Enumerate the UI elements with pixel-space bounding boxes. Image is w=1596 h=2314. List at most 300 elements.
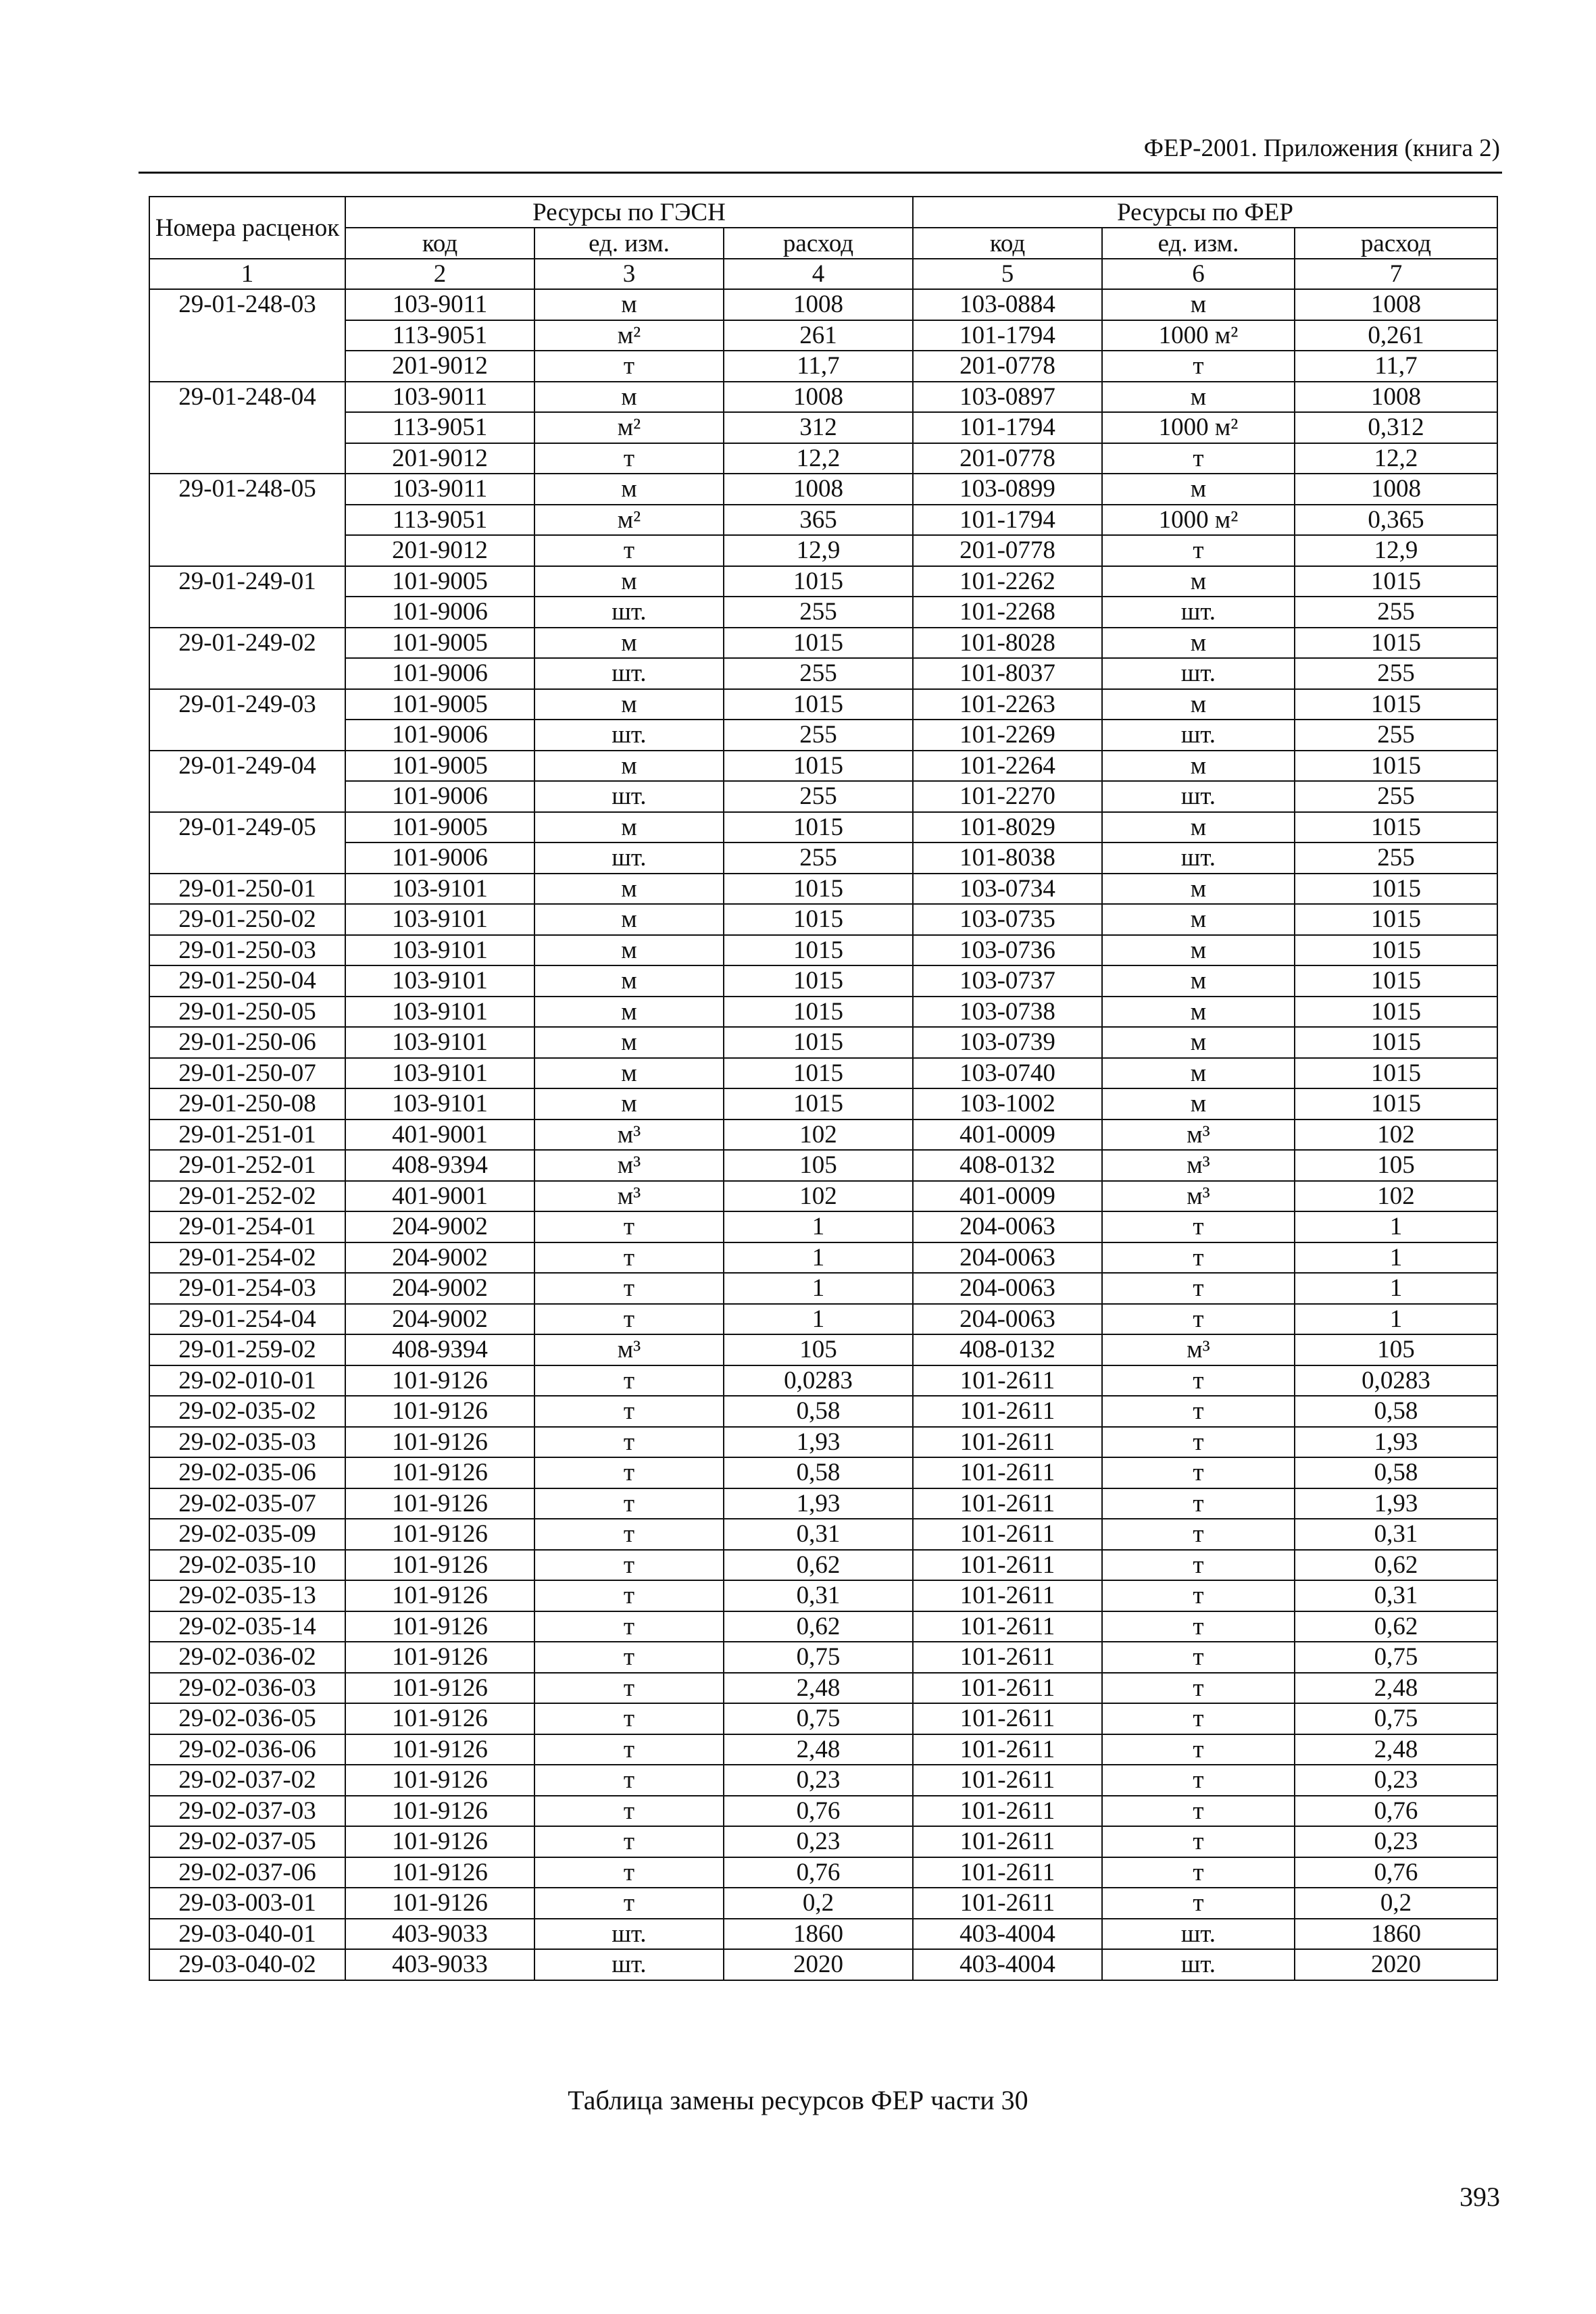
gesn-quantity-cell: 0,2 [724,1888,913,1919]
table-row [149,566,1497,597]
fer-quantity-cell: 1015 [1295,965,1497,997]
gesn-quantity-cell: 1015 [724,689,913,720]
fer-unit-cell: т [1102,1304,1295,1335]
fer-unit-cell: м [1102,997,1295,1028]
gesn-quantity-cell: 1015 [724,874,913,905]
gesn-unit-cell: т [534,1365,724,1397]
table-row [149,597,1497,628]
rate-number-cell: 29-02-037-05 [149,1826,345,1857]
gesn-quantity-cell: 1015 [724,904,913,935]
gesn-code-cell: 101-9126 [345,1550,534,1581]
fer-code-cell: 408-0132 [913,1334,1102,1365]
fer-unit-cell: шт. [1102,1919,1295,1950]
column-number: 7 [1295,259,1497,289]
table-row [149,1611,1497,1642]
header-gesn-resources: Ресурсы по ГЭСН [345,197,913,228]
gesn-quantity-cell: 0,62 [724,1611,913,1642]
fer-quantity-cell: 0,2 [1295,1888,1497,1919]
fer-unit-cell: м [1102,628,1295,659]
fer-code-cell: 103-0738 [913,997,1102,1028]
rate-number-cell: 29-02-035-06 [149,1457,345,1488]
table-row [149,1120,1497,1151]
rate-number-cell: 29-01-251-01 [149,1120,345,1151]
table-row [149,720,1497,751]
gesn-unit-cell: т [534,1427,724,1458]
fer-quantity-cell: 11,7 [1295,351,1497,382]
table-caption: Таблица замены ресурсов ФЕР части 30 [568,2085,1028,2115]
fer-unit-cell: т [1102,1826,1295,1857]
table-row [149,874,1497,905]
fer-code-cell: 201-0778 [913,535,1102,566]
gesn-unit-cell: т [534,1611,724,1642]
fer-code-cell: 401-0009 [913,1181,1102,1212]
fer-unit-cell: м [1102,689,1295,720]
fer-code-cell: 101-2611 [913,1396,1102,1427]
gesn-unit-cell: шт. [534,781,724,812]
gesn-code-cell: 408-9394 [345,1334,534,1365]
gesn-quantity-cell: 0,76 [724,1796,913,1827]
table-row [149,443,1497,474]
fer-quantity-cell: 105 [1295,1150,1497,1181]
table-row [149,1919,1497,1950]
table-row [149,812,1497,843]
gesn-code-cell: 103-9011 [345,382,534,413]
table-row [149,1457,1497,1488]
fer-code-cell: 101-2611 [913,1734,1102,1765]
fer-code-cell: 101-2611 [913,1580,1102,1611]
table-row [149,689,1497,720]
gesn-quantity-cell: 1860 [724,1919,913,1950]
rate-number-cell [149,320,345,351]
rate-number-cell: 29-01-259-02 [149,1334,345,1365]
fer-quantity-cell: 1008 [1295,382,1497,413]
header-fer-unit: ед. изм. [1102,228,1295,259]
gesn-unit-cell: м [534,812,724,843]
gesn-unit-cell: м³ [534,1150,724,1181]
rate-number-cell: 29-01-250-01 [149,874,345,905]
gesn-quantity-cell: 1008 [724,382,913,413]
table-row [149,1673,1497,1704]
gesn-unit-cell: м³ [534,1181,724,1212]
table-row [149,1150,1497,1181]
gesn-unit-cell: шт. [534,597,724,628]
fer-quantity-cell: 255 [1295,720,1497,751]
gesn-unit-cell: т [534,1673,724,1704]
gesn-code-cell: 103-9101 [345,1088,534,1120]
fer-quantity-cell: 0,365 [1295,505,1497,536]
header-gesn-code: код [345,228,534,259]
table-row [149,1888,1497,1919]
gesn-unit-cell: м [534,1027,724,1058]
gesn-code-cell: 101-9005 [345,812,534,843]
gesn-unit-cell: м [534,474,724,505]
fer-quantity-cell: 1015 [1295,935,1497,966]
gesn-unit-cell: м [534,965,724,997]
gesn-code-cell: 103-9101 [345,904,534,935]
gesn-code-cell: 103-9101 [345,965,534,997]
gesn-code-cell: 103-9101 [345,935,534,966]
fer-unit-cell: т [1102,1457,1295,1488]
column-number: 1 [149,259,345,289]
fer-unit-cell: шт. [1102,1949,1295,1980]
fer-code-cell: 201-0778 [913,443,1102,474]
fer-code-cell: 103-0736 [913,935,1102,966]
fer-unit-cell: 1000 м² [1102,320,1295,351]
fer-unit-cell: шт. [1102,842,1295,874]
rate-number-cell: 29-02-035-09 [149,1519,345,1550]
rate-number-cell: 29-01-252-01 [149,1150,345,1181]
gesn-unit-cell: м [534,751,724,782]
fer-quantity-cell: 1015 [1295,566,1497,597]
fer-unit-cell: 1000 м² [1102,505,1295,536]
fer-code-cell: 101-2611 [913,1457,1102,1488]
fer-code-cell: 204-0063 [913,1211,1102,1242]
gesn-code-cell: 101-9126 [345,1857,534,1888]
gesn-quantity-cell: 1015 [724,812,913,843]
table-row [149,1181,1497,1212]
rate-number-cell: 29-02-036-05 [149,1703,345,1734]
fer-code-cell: 101-8029 [913,812,1102,843]
gesn-code-cell: 403-9033 [345,1949,534,1980]
gesn-quantity-cell: 0,23 [724,1826,913,1857]
gesn-code-cell: 101-9126 [345,1365,534,1397]
fer-unit-cell: т [1102,1211,1295,1242]
gesn-quantity-cell: 1015 [724,751,913,782]
fer-code-cell: 101-2268 [913,597,1102,628]
fer-unit-cell: т [1102,1734,1295,1765]
fer-quantity-cell: 255 [1295,658,1497,689]
gesn-unit-cell: шт. [534,1949,724,1980]
fer-code-cell: 101-2611 [913,1765,1102,1796]
fer-unit-cell: т [1102,1488,1295,1519]
gesn-unit-cell: м [534,628,724,659]
rate-number-cell: 29-02-036-03 [149,1673,345,1704]
table-row [149,412,1497,443]
gesn-quantity-cell: 2020 [724,1949,913,1980]
gesn-unit-cell: т [534,443,724,474]
table-row [149,382,1497,413]
rate-number-cell: 29-02-037-06 [149,1857,345,1888]
fer-quantity-cell: 1,93 [1295,1427,1497,1458]
gesn-unit-cell: т [534,1457,724,1488]
gesn-unit-cell: т [534,351,724,382]
table-row [149,997,1497,1028]
gesn-unit-cell: т [534,1550,724,1581]
rate-number-cell: 29-01-250-02 [149,904,345,935]
gesn-unit-cell: м³ [534,1334,724,1365]
fer-code-cell: 103-0884 [913,289,1102,320]
gesn-code-cell: 101-9006 [345,720,534,751]
table-row [149,965,1497,997]
gesn-quantity-cell: 0,58 [724,1396,913,1427]
fer-code-cell: 408-0132 [913,1150,1102,1181]
gesn-code-cell: 103-9101 [345,1058,534,1089]
gesn-code-cell: 103-9101 [345,1027,534,1058]
fer-unit-cell: т [1102,1765,1295,1796]
gesn-code-cell: 201-9012 [345,535,534,566]
header-gesn-unit: ед. изм. [534,228,724,259]
table-row [149,535,1497,566]
fer-quantity-cell: 12,9 [1295,535,1497,566]
fer-quantity-cell: 1,93 [1295,1488,1497,1519]
fer-quantity-cell: 0,58 [1295,1457,1497,1488]
gesn-code-cell: 113-9051 [345,412,534,443]
fer-code-cell: 101-2611 [913,1888,1102,1919]
gesn-unit-cell: шт. [534,842,724,874]
fer-code-cell: 103-0899 [913,474,1102,505]
fer-code-cell: 204-0063 [913,1273,1102,1304]
table-row [149,781,1497,812]
gesn-quantity-cell: 12,2 [724,443,913,474]
fer-quantity-cell: 0,23 [1295,1826,1497,1857]
gesn-code-cell: 204-9002 [345,1273,534,1304]
fer-code-cell: 101-2264 [913,751,1102,782]
gesn-unit-cell: т [534,1519,724,1550]
column-number: 4 [724,259,913,289]
rate-number-cell: 29-01-254-02 [149,1242,345,1274]
gesn-code-cell: 101-9006 [345,842,534,874]
fer-quantity-cell: 1008 [1295,289,1497,320]
rate-number-cell [149,412,345,443]
fer-unit-cell: т [1102,1796,1295,1827]
rate-number-cell [149,535,345,566]
fer-quantity-cell: 0,75 [1295,1703,1497,1734]
fer-unit-cell: м [1102,965,1295,997]
table-row [149,505,1497,536]
gesn-unit-cell: м [534,1058,724,1089]
fer-unit-cell: т [1102,1611,1295,1642]
gesn-code-cell: 101-9126 [345,1611,534,1642]
rate-number-cell: 29-01-248-03 [149,289,345,320]
gesn-unit-cell: т [534,535,724,566]
table-row [149,751,1497,782]
fer-quantity-cell: 1015 [1295,1027,1497,1058]
header-rule [139,172,1502,174]
fer-unit-cell: м³ [1102,1181,1295,1212]
fer-code-cell: 101-2611 [913,1796,1102,1827]
gesn-quantity-cell: 365 [724,505,913,536]
gesn-unit-cell: т [534,1211,724,1242]
gesn-quantity-cell: 0,23 [724,1765,913,1796]
gesn-code-cell: 101-9126 [345,1457,534,1488]
gesn-code-cell: 101-9005 [345,689,534,720]
fer-quantity-cell: 1 [1295,1242,1497,1274]
fer-quantity-cell: 1015 [1295,874,1497,905]
gesn-quantity-cell: 102 [724,1120,913,1151]
fer-quantity-cell: 0,62 [1295,1611,1497,1642]
gesn-quantity-cell: 312 [724,412,913,443]
table-row [149,1027,1497,1058]
fer-code-cell: 101-2263 [913,689,1102,720]
table-row [149,1058,1497,1089]
gesn-unit-cell: м² [534,505,724,536]
fer-unit-cell: шт. [1102,597,1295,628]
gesn-quantity-cell: 261 [724,320,913,351]
header-fer-resources: Ресурсы по ФЕР [913,197,1497,228]
gesn-quantity-cell: 1015 [724,566,913,597]
fer-unit-cell: т [1102,1703,1295,1734]
fer-unit-cell: м [1102,874,1295,905]
gesn-quantity-cell: 105 [724,1334,913,1365]
rate-number-cell [149,658,345,689]
gesn-unit-cell: м [534,904,724,935]
fer-unit-cell: т [1102,443,1295,474]
rate-number-cell: 29-02-035-14 [149,1611,345,1642]
fer-unit-cell: м³ [1102,1334,1295,1365]
gesn-code-cell: 101-9006 [345,781,534,812]
fer-quantity-cell: 1015 [1295,1058,1497,1089]
fer-unit-cell: т [1102,1580,1295,1611]
table-row [149,1949,1497,1980]
fer-code-cell: 403-4004 [913,1949,1102,1980]
fer-quantity-cell: 1015 [1295,1088,1497,1120]
fer-code-cell: 101-2611 [913,1857,1102,1888]
fer-unit-cell: т [1102,1888,1295,1919]
gesn-code-cell: 103-9011 [345,289,534,320]
gesn-code-cell: 101-9126 [345,1703,534,1734]
fer-quantity-cell: 1 [1295,1211,1497,1242]
gesn-quantity-cell: 1015 [724,1088,913,1120]
fer-unit-cell: т [1102,1365,1295,1397]
gesn-quantity-cell: 0,62 [724,1550,913,1581]
rate-number-cell: 29-02-035-13 [149,1580,345,1611]
gesn-quantity-cell: 255 [724,720,913,751]
table-row [149,1334,1497,1365]
fer-code-cell: 103-0897 [913,382,1102,413]
table-row [149,474,1497,505]
fer-code-cell: 101-2611 [913,1611,1102,1642]
fer-unit-cell: шт. [1102,720,1295,751]
fer-code-cell: 103-0740 [913,1058,1102,1089]
rate-number-cell [149,505,345,536]
table-row [149,1550,1497,1581]
gesn-quantity-cell: 255 [724,597,913,628]
fer-unit-cell: м [1102,474,1295,505]
fer-unit-cell: шт. [1102,781,1295,812]
fer-code-cell: 403-4004 [913,1919,1102,1950]
gesn-quantity-cell: 1,93 [724,1488,913,1519]
table-row [149,658,1497,689]
gesn-quantity-cell: 1015 [724,1027,913,1058]
fer-unit-cell: м [1102,812,1295,843]
rate-number-cell: 29-01-248-04 [149,382,345,413]
gesn-quantity-cell: 12,9 [724,535,913,566]
table-row [149,320,1497,351]
gesn-unit-cell: м [534,689,724,720]
gesn-unit-cell: м [534,935,724,966]
gesn-quantity-cell: 105 [724,1150,913,1181]
rate-number-cell [149,842,345,874]
rate-number-cell: 29-02-036-06 [149,1734,345,1765]
fer-unit-cell: т [1102,1550,1295,1581]
fer-quantity-cell: 102 [1295,1181,1497,1212]
rate-number-cell: 29-01-250-06 [149,1027,345,1058]
gesn-unit-cell: т [534,1304,724,1335]
header-fer-quantity: расход [1295,228,1497,259]
table-row [149,904,1497,935]
column-number: 2 [345,259,534,289]
column-number: 6 [1102,259,1295,289]
table-row [149,1857,1497,1888]
table-row [149,1365,1497,1397]
fer-code-cell: 101-2611 [913,1550,1102,1581]
fer-code-cell: 103-0737 [913,965,1102,997]
gesn-quantity-cell: 1015 [724,965,913,997]
table-row [149,935,1497,966]
gesn-quantity-cell: 0,76 [724,1857,913,1888]
fer-quantity-cell: 255 [1295,842,1497,874]
rate-number-cell: 29-01-250-05 [149,997,345,1028]
gesn-unit-cell: м² [534,412,724,443]
fer-quantity-cell: 0,261 [1295,320,1497,351]
gesn-quantity-cell: 1008 [724,289,913,320]
table-row [149,289,1497,320]
table-row [149,1580,1497,1611]
fer-code-cell: 101-2611 [913,1703,1102,1734]
gesn-code-cell: 101-9126 [345,1642,534,1673]
fer-code-cell: 201-0778 [913,351,1102,382]
fer-quantity-cell: 1 [1295,1273,1497,1304]
fer-code-cell: 101-2611 [913,1826,1102,1857]
fer-quantity-cell: 0,76 [1295,1857,1497,1888]
gesn-code-cell: 101-9006 [345,597,534,628]
rate-number-cell: 29-01-250-07 [149,1058,345,1089]
fer-unit-cell: 1000 м² [1102,412,1295,443]
gesn-quantity-cell: 11,7 [724,351,913,382]
rate-number-cell: 29-01-249-05 [149,812,345,843]
fer-unit-cell: т [1102,1242,1295,1274]
fer-quantity-cell: 0,75 [1295,1642,1497,1673]
table-row [149,1765,1497,1796]
gesn-code-cell: 101-9005 [345,628,534,659]
table-row [149,1826,1497,1857]
rate-number-cell: 29-02-035-10 [149,1550,345,1581]
rate-number-cell [149,351,345,382]
table-row [149,1427,1497,1458]
fer-unit-cell: м [1102,1088,1295,1120]
gesn-code-cell: 103-9101 [345,997,534,1028]
gesn-code-cell: 101-9126 [345,1427,534,1458]
rate-number-cell: 29-03-040-01 [149,1919,345,1950]
header-gesn-quantity: расход [724,228,913,259]
gesn-unit-cell: м [534,566,724,597]
gesn-quantity-cell: 0,31 [724,1519,913,1550]
gesn-code-cell: 408-9394 [345,1150,534,1181]
fer-quantity-cell: 0,312 [1295,412,1497,443]
fer-code-cell: 103-1002 [913,1088,1102,1120]
gesn-code-cell: 204-9002 [345,1242,534,1274]
gesn-quantity-cell: 1015 [724,935,913,966]
fer-code-cell: 101-2611 [913,1488,1102,1519]
fer-quantity-cell: 1860 [1295,1919,1497,1950]
fer-code-cell: 101-2611 [913,1642,1102,1673]
fer-code-cell: 103-0739 [913,1027,1102,1058]
rate-number-cell: 29-01-250-08 [149,1088,345,1120]
gesn-code-cell: 401-9001 [345,1120,534,1151]
column-number: 3 [534,259,724,289]
fer-quantity-cell: 1015 [1295,997,1497,1028]
gesn-unit-cell: м² [534,320,724,351]
gesn-code-cell: 103-9011 [345,474,534,505]
table-row [149,628,1497,659]
gesn-code-cell: 101-9126 [345,1488,534,1519]
fer-quantity-cell: 1015 [1295,628,1497,659]
fer-quantity-cell: 1015 [1295,751,1497,782]
gesn-unit-cell: т [534,1703,724,1734]
rate-number-cell: 29-01-248-05 [149,474,345,505]
fer-quantity-cell: 2,48 [1295,1673,1497,1704]
fer-quantity-cell: 1015 [1295,904,1497,935]
